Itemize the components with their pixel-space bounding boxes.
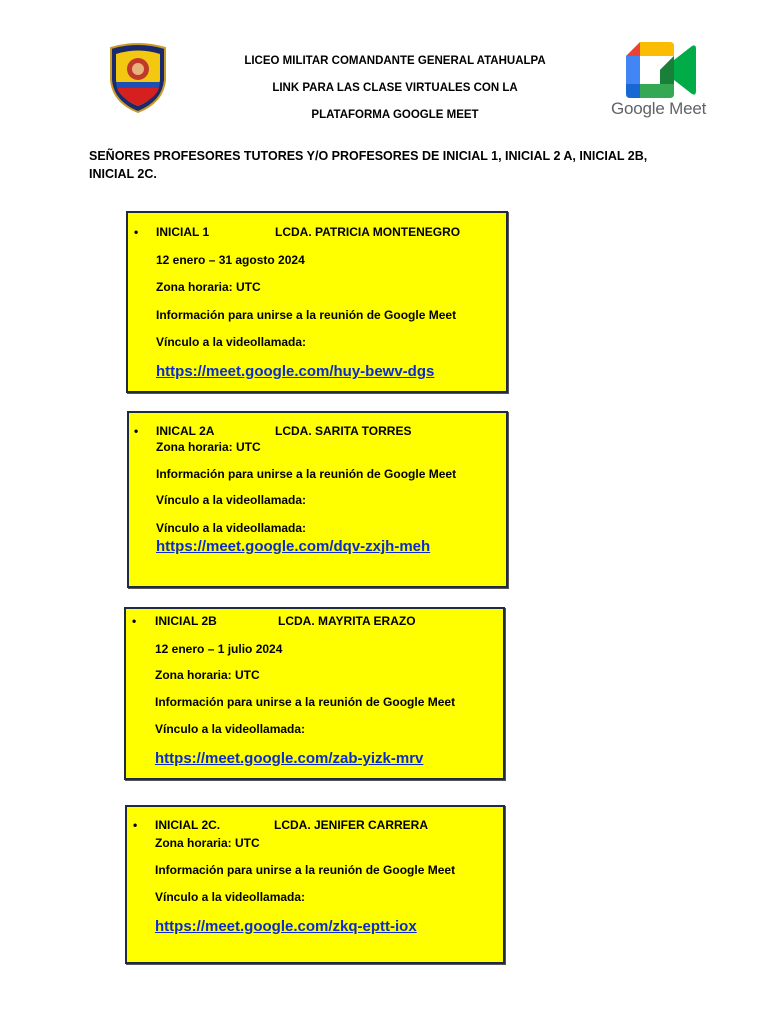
grade-label: INICIAL 2B [155, 614, 217, 628]
teacher-name: LCDA. JENIFER CARRERA [274, 818, 429, 832]
meet-link[interactable]: https://meet.google.com/zkq-eptt-iox [155, 918, 417, 935]
meet-link[interactable]: https://meet.google.com/dqv-zxjh-meh [156, 538, 431, 555]
grade-label: INICAL 2A [156, 424, 215, 438]
bullet: • [133, 818, 138, 832]
google-meet-logo-text: Google Meet [611, 99, 707, 118]
class-card-inicial-2a [127, 411, 508, 588]
class-card-inicial-2b [124, 607, 505, 780]
school-name: LICEO MILITAR COMANDANTE GENERAL ATAHUALPA [244, 55, 546, 67]
bullet: • [134, 424, 139, 438]
call-label: Vínculo a la videollamada: [156, 335, 307, 349]
meet-link[interactable]: https://meet.google.com/zab-yizk-mrv [155, 750, 424, 767]
bullet: • [132, 614, 137, 628]
meet-info: Información para unirse a la reunión de Google Meet [155, 695, 456, 709]
call-label: Vínculo a la videollamada: [156, 521, 307, 535]
call-label: Vínculo a la videollamada: [155, 722, 306, 736]
date-range: 12 enero – 31 agosto 2024 [156, 253, 305, 267]
bullet: • [134, 225, 139, 239]
intro-text: SEÑORES PROFESORES TUTORES Y/O PROFESORES DE INICIAL 1, INICIAL 2 A, INICIAL 2B, INICIAL 2C. [89, 149, 648, 181]
class-card-inicial-1 [126, 211, 508, 393]
meet-info: Información para unirse a la reunión de Google Meet [156, 467, 457, 481]
school-crest-icon [107, 42, 169, 114]
class-card-inicial-2c [125, 805, 505, 964]
call-label: Vínculo a la videollamada: [155, 890, 306, 904]
timezone: Zona horaria: UTC [156, 440, 261, 454]
teacher-name: LCDA. MAYRITA ERAZO [278, 614, 416, 628]
grade-label: INICIAL 1 [156, 225, 210, 239]
timezone: Zona horaria: UTC [155, 668, 260, 682]
header-platform: PLATAFORMA GOOGLE MEET [311, 109, 479, 121]
teacher-name: LCDA. PATRICIA MONTENEGRO [275, 225, 461, 239]
meet-link[interactable]: https://meet.google.com/huy-bewv-dgs [156, 363, 435, 380]
google-meet-icon [626, 42, 698, 98]
call-label: Vínculo a la videollamada: [156, 493, 307, 507]
teacher-name: LCDA. SARITA TORRES [275, 424, 412, 438]
grade-label: INICIAL 2C. [155, 818, 221, 832]
header-subtitle: LINK PARA LAS CLASE VIRTUALES CON LA [272, 82, 518, 94]
timezone: Zona horaria: UTC [156, 280, 261, 294]
meet-info: Información para unirse a la reunión de Google Meet [156, 308, 457, 322]
timezone: Zona horaria: UTC [155, 836, 260, 850]
meet-info: Información para unirse a la reunión de Google Meet [155, 863, 456, 877]
date-range: 12 enero – 1 julio 2024 [155, 642, 283, 656]
